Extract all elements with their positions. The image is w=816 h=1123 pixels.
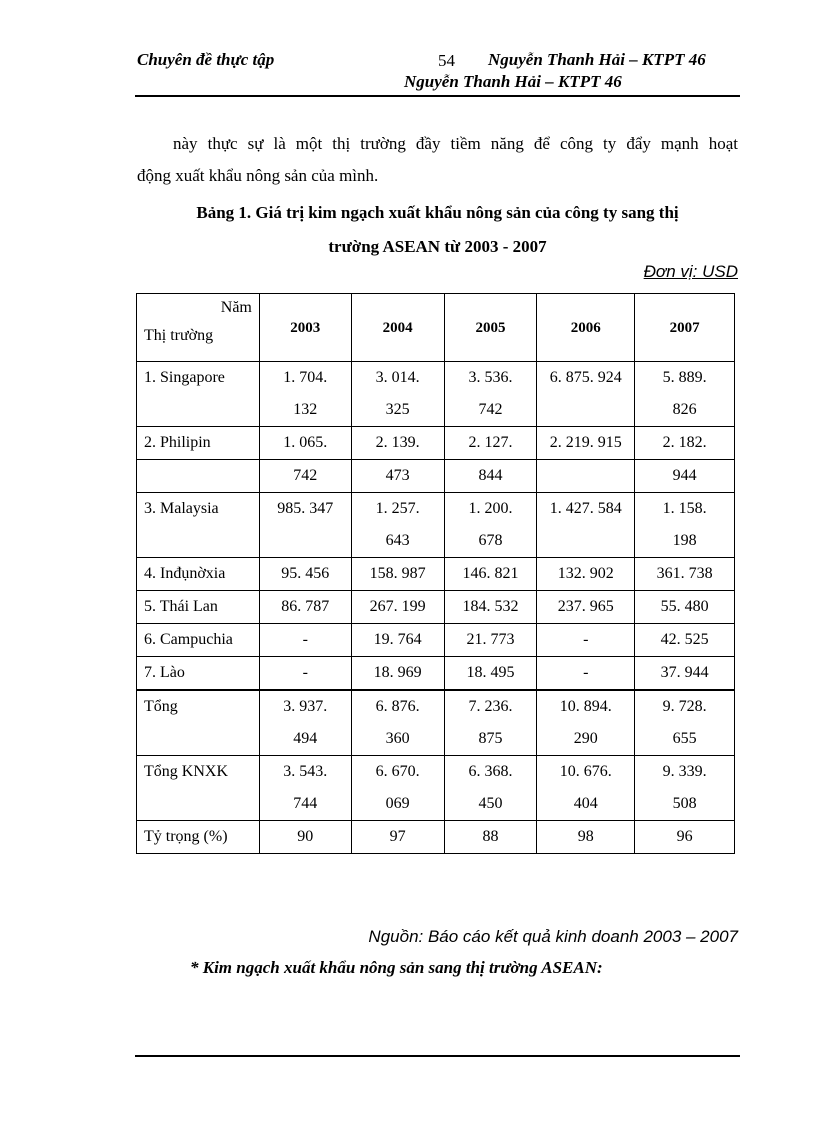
table-cell: 37. 944 [635,657,735,691]
row-label: 2. Philipin [137,427,260,460]
page-number: 54 [438,51,455,70]
table-cell: 55. 480 [635,591,735,624]
table-cell: 9. 339. 508 [635,756,735,821]
table-cell: 158. 987 [351,558,444,591]
table-cell: 1. 065. [259,427,351,460]
table-cell: 132. 902 [537,558,635,591]
paragraph-line-2: động xuất khẩu nông sản của mình. [137,166,379,185]
row-label: 3. Malaysia [137,493,260,558]
paragraph-line-1: này thực sự là một thị trường đầy tiềm năng để công ty đẩy mạnh hoạt [173,134,738,153]
table-cell: - [259,624,351,657]
header-author-2: Nguyễn Thanh Hải – KTPT 46 [404,72,622,91]
year-2006-header: 2006 [537,294,635,362]
row-label: Tổng KNXK [137,756,260,821]
row-label: 5. Thái Lan [137,591,260,624]
table-header-row [137,294,735,362]
table-cell: 3. 937. 494 [259,690,351,756]
year-2005-header: 2005 [444,294,537,362]
table-cell: 86. 787 [259,591,351,624]
table-cell: 3. 014. 325 [351,362,444,427]
table-row [137,427,735,460]
footer-rule [135,1055,740,1057]
table-cell: 96 [635,821,735,854]
table-cell: 844 [444,460,537,493]
table-cell: 88 [444,821,537,854]
table-cell: 6. 875. 924 [537,362,635,427]
section-note: * Kim ngạch xuất khẩu nông sản sang thị trường ASEAN: [190,958,603,977]
table-cell: 985. 347 [259,493,351,558]
table-cell: 21. 773 [444,624,537,657]
table-row [137,362,735,427]
table-cell: 95. 456 [259,558,351,591]
row-label: Tổng [137,690,260,756]
header-author-1: Nguyễn Thanh Hải – KTPT 46 [488,50,706,69]
table-cell: 1. 200. 678 [444,493,537,558]
table-title-line-2: trường ASEAN từ 2003 - 2007 [328,237,547,256]
table-cell: 9. 728. 655 [635,690,735,756]
table-row [137,493,735,558]
table-cell: 1. 704. 132 [259,362,351,427]
table-cell: 742 [259,460,351,493]
table-cell: 6. 876. 360 [351,690,444,756]
table-cell: 10. 676. 404 [537,756,635,821]
table-cell: 7. 236. 875 [444,690,537,756]
table-cell: 5. 889. 826 [635,362,735,427]
table-cell: 1. 257. 643 [351,493,444,558]
table-cell: 1. 427. 584 [537,493,635,558]
corner-year-label: Năm [220,299,252,316]
body-paragraph [137,128,738,192]
table-cell: 361. 738 [635,558,735,591]
row-label: 7. Lào [137,657,260,691]
table-row [137,558,735,591]
table-cell: 98 [537,821,635,854]
table-cell: 267. 199 [351,591,444,624]
table-cell [537,460,635,493]
table-row [137,657,735,691]
table-row [137,690,735,756]
row-label: 6. Campuchia [137,624,260,657]
table-cell: 944 [635,460,735,493]
table-cell: 473 [351,460,444,493]
table-row [137,591,735,624]
year-2007-header: 2007 [635,294,735,362]
header-rule [135,95,740,97]
table-row [137,756,735,821]
year-2003-header: 2003 [259,294,351,362]
table-cell: 6. 670. 069 [351,756,444,821]
table-cell: 2. 182. [635,427,735,460]
table-cell: 90 [259,821,351,854]
table-cell: 10. 894. 290 [537,690,635,756]
table-cell: 18. 495 [444,657,537,691]
row-label: Tỷ trọng (%) [137,821,260,854]
table-cell: 2. 139. [351,427,444,460]
table-title-line-1: Bảng 1. Giá trị kim ngạch xuất khẩu nông sản của công ty sang thị [196,203,679,222]
table-row [137,460,735,493]
row-label: 1. Singapore [137,362,260,427]
unit-label: Đơn vị: USD [643,262,738,281]
table-cell: 184. 532 [444,591,537,624]
header-doc-title: Chuyên đề thực tập [137,50,275,69]
table-cell: 19. 764 [351,624,444,657]
row-label: 4. Inđụnờxia [137,558,260,591]
table-cell: - [259,657,351,691]
table-cell: 3. 536. 742 [444,362,537,427]
table-cell: 3. 543. 744 [259,756,351,821]
table-row [137,624,735,657]
table-cell: 1. 158. 198 [635,493,735,558]
table-cell: - [537,624,635,657]
table-cell: 42. 525 [635,624,735,657]
table-cell: 146. 821 [444,558,537,591]
table-title [137,196,738,264]
corner-market-label: Thị trường [144,327,214,344]
table-cell: 18. 969 [351,657,444,691]
table-corner-cell [137,294,260,362]
table-cell: 2. 127. [444,427,537,460]
table-cell: - [537,657,635,691]
table-cell: 6. 368. 450 [444,756,537,821]
source-note: Nguồn: Báo cáo kết quả kinh doanh 2003 – 2007 [368,927,738,946]
table-cell: 97 [351,821,444,854]
export-table [136,293,735,854]
table-cell: 237. 965 [537,591,635,624]
year-2004-header: 2004 [351,294,444,362]
table-row [137,821,735,854]
table-cell: 2. 219. 915 [537,427,635,460]
row-label [137,460,260,493]
